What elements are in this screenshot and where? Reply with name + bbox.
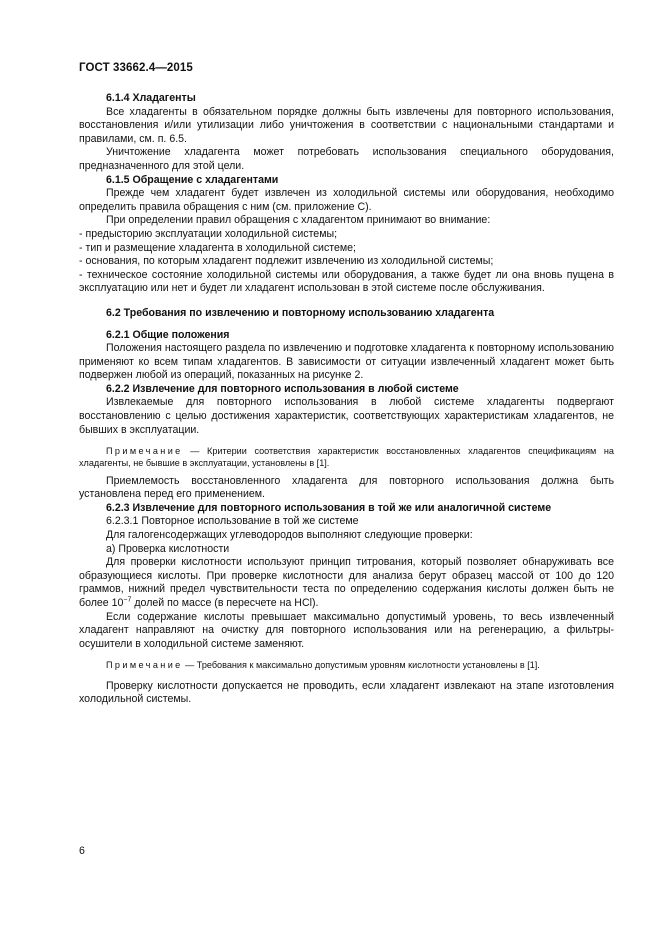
section-6-2-2-heading: 6.2.2 Извлечение для повторного использования в любой системе	[106, 382, 459, 395]
list-item: - тип и размещение хладагента в холодильной системе;	[79, 241, 356, 254]
paragraph-text: Для проверки кислотности используют принцип титрования, который позволяет обнаруживать все образующиеся кислоты. При проверке кислотности для анализа берут образец массой от 100 до 120 граммов, нижний предел чувствительности теста по определению содержания кислоты должен быть не более 10	[79, 556, 614, 609]
section-6-1-4-heading: 6.1.4 Хладагенты	[106, 92, 196, 104]
note-text: — Критерии соответствия характеристик восстановленных хладагентов спецификациям на хладагенты, не бывшие в эксплуатации, установлены в [1].	[79, 446, 614, 469]
note-label: Примечание	[106, 446, 183, 457]
paragraph: При определении правил обращения с хладагентом принимают во внимание:	[106, 214, 491, 227]
exponent: −7	[123, 596, 132, 604]
paragraph: Все хладагенты в обязательном порядке должны быть извлечены для повторного использования, восстановления и/или утилизации либо уничтожения в соответствии с национальными стандартами и правилами, см. п. 6.5.	[79, 105, 614, 145]
paragraph: Для галогенсодержащих углеводородов выполняют следующие проверки:	[106, 529, 473, 542]
paragraph: Приемлемость восстановленного хладагента для повторного использования должна быть установлена перед его применением.	[79, 474, 614, 501]
list-item: - предысторию эксплуатации холодильной системы;	[79, 227, 338, 240]
note-text: — Требования к максимально допустимым уровням кислотности установлены в [1].	[182, 660, 540, 671]
paragraph-text: долей по массе (в пересчете на HCl).	[131, 597, 319, 609]
note-label: Примечание	[106, 660, 183, 671]
page-content	[79, 92, 614, 707]
standard-header: ГОСТ 33662.4—2015	[79, 62, 193, 74]
paragraph	[79, 556, 614, 610]
paragraph: Положения настоящего раздела по извлечению и подготовке хладагента к повторному использованию применяют ко всем типам хладагентов. В зависимости от ситуации извлеченный хладагент может быть подвержен любой из операций, показанных на рисунке 2.	[79, 342, 614, 382]
note	[79, 659, 614, 671]
paragraph: Извлекаемые для повторного использования в любой системе хладагенты подвергают восстановлению с целью достижения характеристик, соответствующих характеристикам хладагентов, не бывших в эксплуатации.	[79, 396, 614, 436]
list-item: а) Проверка кислотности	[106, 542, 230, 555]
page-number: 6	[79, 845, 85, 857]
list-item: - техническое состояние холодильной системы или оборудования, а также будет ли она вновь пущена в эксплуатацию или нет и будет ли хладагент использован в этой системе после обслуживания.	[79, 268, 614, 295]
section-6-1-5-heading: 6.1.5 Обращение с хладагентами	[106, 173, 279, 186]
paragraph: Если содержание кислоты превышает максимально допустимый уровень, то весь извлеченный хладагент направляют на очистку для повторного использования или на регенерацию, а фильтры-осушители в холодильной системе заменяют.	[79, 610, 614, 650]
paragraph: Уничтожение хладагента может потребовать использования специального оборудования, предназначенного для этой цели.	[79, 146, 614, 172]
section-6-2-3-heading: 6.2.3 Извлечение для повторного использования в той же или аналогичной системе	[106, 501, 552, 514]
paragraph: Прежде чем хладагент будет извлечен из холодильной системы или оборудования, необходимо определить правила обращения с ним (см. приложение С).	[79, 187, 614, 213]
subsection-6-2-3-1: 6.2.3.1 Повторное использование в той же системе	[106, 515, 359, 528]
note	[79, 445, 614, 469]
paragraph: Проверку кислотности допускается не проводить, если хладагент извлекают на этапе изготовления холодильной системы.	[79, 679, 614, 706]
section-6-2-heading: 6.2 Требования по извлечению и повторному использованию хладагента	[106, 306, 495, 319]
section-6-2-1-heading: 6.2.1 Общие положения	[106, 328, 230, 341]
list-item: - основания, по которым хладагент подлежит извлечению из холодильной системы;	[79, 255, 494, 268]
